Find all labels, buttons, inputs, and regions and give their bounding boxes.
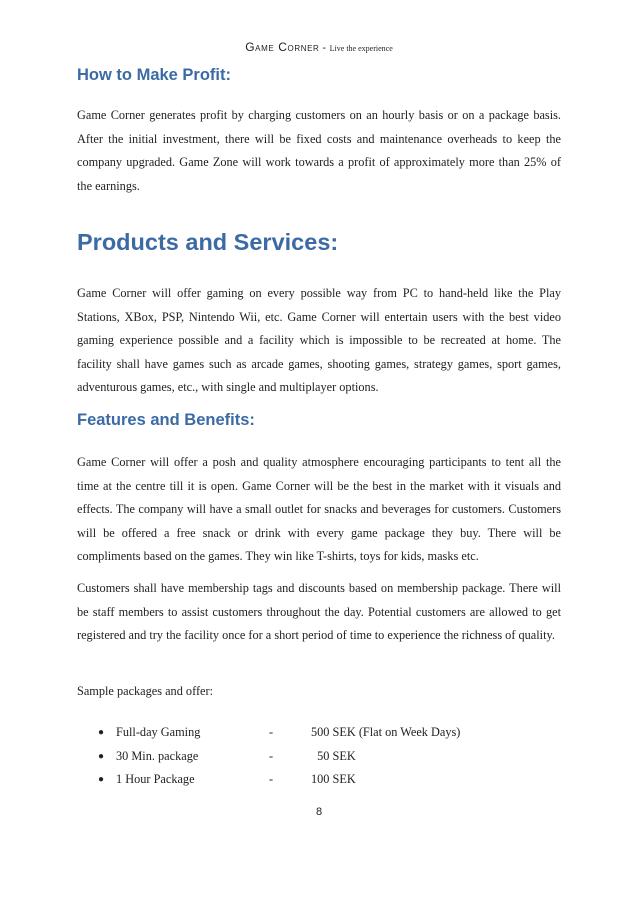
list-item xyxy=(96,721,526,745)
package-list xyxy=(96,721,526,792)
package-name: 30 Min. package xyxy=(116,748,199,763)
list-item xyxy=(96,745,526,769)
heading-products-and-services: Products and Services: xyxy=(77,229,339,255)
header-brand: Game Corner xyxy=(245,40,320,54)
bullet-icon: ● xyxy=(97,774,105,785)
paragraph-products: Game Corner will offer gaming on every possible way from PC to hand-held like the Play Stations, XBox, PSP, Nintendo Wii, etc. Game Corner will entertain users with the best video gaming experience possible and a facility which is impossible to be recreated at home. The facility shall have games such as arcade games, shooting games, strategy games, sport games, adventurous games, etc., with single and multiplayer options. xyxy=(77,286,561,394)
page-number: 8 xyxy=(315,806,323,818)
list-item xyxy=(96,768,526,792)
package-price: 50 SEK xyxy=(311,748,356,763)
paragraph-profit: Game Corner generates profit by charging customers on an hourly basis or on a package basis. After the initial investment, there will be fixed costs and maintenance overheads to keep the company upgraded. Game Zone will work towards a profit of approximately more than 25% of the earnings. xyxy=(77,108,561,193)
header-tagline: Live the experience xyxy=(329,44,393,53)
package-dash: - xyxy=(269,725,274,739)
package-dash: - xyxy=(269,772,274,786)
heading-features-and-benefits: Features and Benefits: xyxy=(77,411,255,429)
paragraph-features-1: Game Corner will offer a posh and quality atmosphere encouraging participants to tent all the time at the centre till it is open. Game Corner will be the best in the market with it visuals and effects. The company will have a small outlet for snacks and beverages for customers. Customers will be offered a free snack or drink with every game package they buy. There will be compliments based on the games. They win like T-shirts, toys for kids, masks etc. xyxy=(77,455,561,563)
package-price: 500 SEK (Flat on Week Days) xyxy=(311,725,461,739)
bullet-icon: ● xyxy=(97,750,105,762)
package-name: 1 Hour Package xyxy=(116,772,195,786)
heading-how-to-make-profit: How to Make Profit: xyxy=(77,66,232,84)
packages-intro: Sample packages and offer: xyxy=(77,684,214,698)
package-dash: - xyxy=(269,748,274,763)
package-price: 100 SEK xyxy=(311,772,356,786)
package-name: Full-day Gaming xyxy=(116,725,201,739)
running-header xyxy=(0,40,638,54)
paragraph-features-2: Customers shall have membership tags and discounts based on membership package. There will be staff members to assist customers throughout the day. Potential customers are allowed to get registered and try the facility once for a short period of time to experience the richness of quality. xyxy=(77,581,561,642)
bullet-icon: ● xyxy=(97,727,105,738)
header-separator: - xyxy=(322,42,327,54)
